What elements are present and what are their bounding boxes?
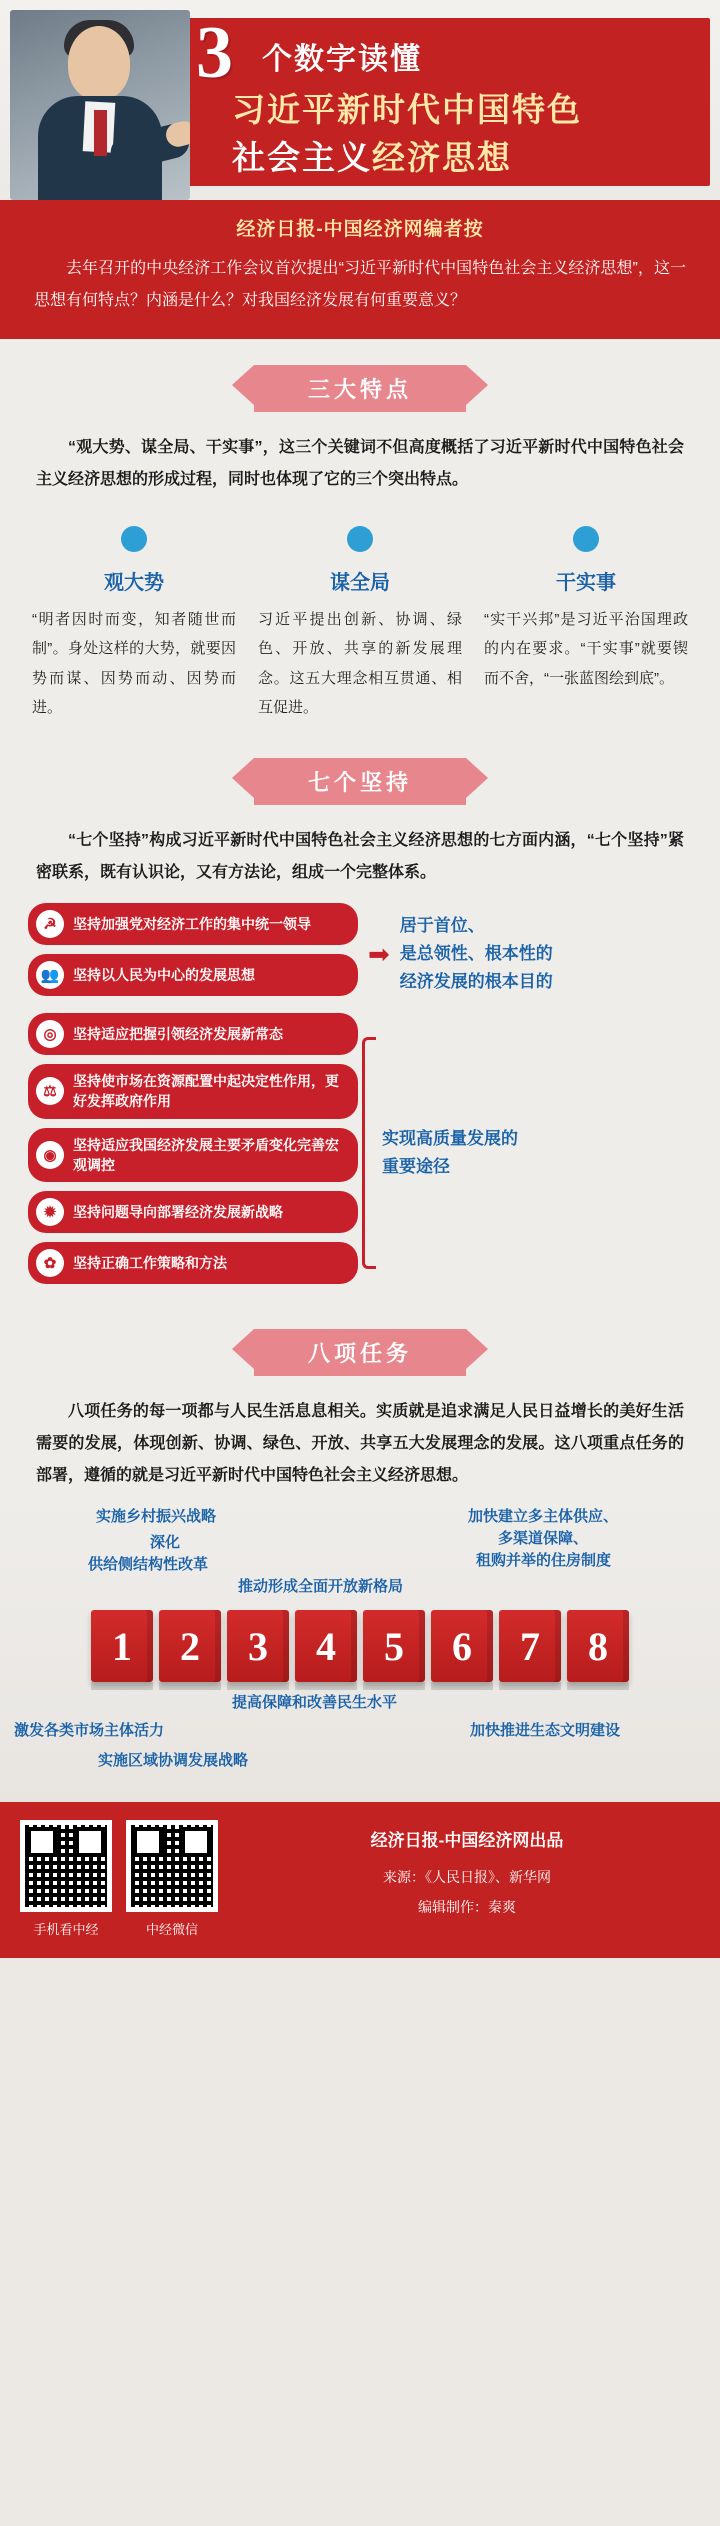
footer bbox=[0, 1802, 720, 1958]
seven-group-bottom-pills bbox=[28, 1013, 358, 1293]
bullet-dot-icon bbox=[347, 526, 373, 552]
section-3-banner-wrap bbox=[0, 1303, 720, 1382]
strategy-icon: ✹ bbox=[36, 1198, 64, 1226]
header-line-3 bbox=[232, 132, 512, 179]
insistence-7-text: 坚持正确工作策略和方法 bbox=[73, 1255, 227, 1272]
insistence-2-text: 坚持以人民为中心的发展思想 bbox=[73, 966, 255, 983]
list-item bbox=[28, 1013, 358, 1055]
arrow-right-icon: ➡ bbox=[368, 939, 390, 969]
insistence-pill-7 bbox=[28, 1242, 358, 1284]
task-label-livelihood: 提高保障和改善民生水平 bbox=[232, 1694, 398, 1712]
qr-wechat-caption: 中经微信 bbox=[145, 1922, 198, 1938]
qr-wechat[interactable] bbox=[126, 1820, 218, 1912]
footer-text-block bbox=[234, 1820, 700, 1927]
section-1-banner-wrap bbox=[0, 339, 720, 418]
insistence-4-text: 坚持使市场在资源配置中起决定性作用，更好发挥政府作用 bbox=[73, 1073, 339, 1110]
list-item bbox=[28, 1242, 358, 1284]
task-label-market: 激发各类市场主体活力 bbox=[14, 1722, 165, 1740]
footer-source: 来源：《人民日报》、新华网 bbox=[383, 1869, 551, 1886]
header-banner bbox=[0, 0, 720, 200]
insistence-pill-3 bbox=[28, 1013, 358, 1055]
balance-icon: ⚖ bbox=[36, 1077, 64, 1105]
qr-mobile-item bbox=[20, 1820, 112, 1938]
task-label-supply-2: 供给侧结构性改革 bbox=[88, 1556, 209, 1574]
insistence-3-text: 坚持适应把握引领经济发展新常态 bbox=[73, 1025, 283, 1042]
qr-code-icon bbox=[25, 1825, 107, 1907]
section-1-intro: “观大势、谋全局、干实事”，这三个关键词不但高度概括了习近平新时代中国特色社会主义经济思想的形成过程，同时也体现了它的三个突出特点。 bbox=[36, 439, 684, 488]
qr-wechat-item bbox=[126, 1820, 218, 1938]
task-label-housing-1: 加快建立多主体供应、 bbox=[468, 1508, 619, 1526]
party-emblem-icon: ☭ bbox=[36, 910, 64, 938]
insistence-pill-5 bbox=[28, 1128, 358, 1183]
feature-column-3 bbox=[478, 526, 694, 722]
task-label-housing-3: 租购并举的住房制度 bbox=[476, 1552, 612, 1570]
insistence-5-text: 坚持适应我国经济发展主要矛盾变化完善宏观调控 bbox=[73, 1136, 339, 1173]
gear-icon: ✿ bbox=[36, 1249, 64, 1277]
eight-tasks-labels-bottom bbox=[0, 1692, 720, 1778]
feature-2-title: 谋全局 bbox=[330, 572, 390, 594]
list-item bbox=[28, 1191, 358, 1233]
editor-note-body: 去年召开的中央经济工作会议首次提出“习近平新时代中国特色社会主义经济思想”，这一思想有何特点？内涵是什么？对我国经济发展有何重要意义？ bbox=[34, 260, 686, 309]
section-2-banner: 七个坚持 bbox=[254, 758, 466, 805]
feature-3-title: 干实事 bbox=[556, 572, 616, 594]
editor-note-title: 经济日报-中国经济网编者按 bbox=[236, 219, 484, 240]
seven-note-bottom-line-1: 实现高质量发展的 bbox=[382, 1129, 518, 1149]
portrait-photo bbox=[10, 10, 190, 200]
insistence-pill-1 bbox=[28, 903, 358, 945]
task-cube-3: 3 bbox=[227, 1610, 289, 1682]
task-label-rural: 实施乡村振兴战略 bbox=[96, 1508, 217, 1526]
feature-3-body: “实干兴邦”是习近平治国理政的内在要求。“干实事”就要锲而不舍，“一张蓝图绘到底”。 bbox=[484, 611, 688, 687]
insistence-pill-4 bbox=[28, 1064, 358, 1119]
eight-tasks-area bbox=[0, 1496, 720, 1802]
task-label-region: 实施区域协调发展战略 bbox=[98, 1752, 249, 1770]
insistence-1-text: 坚持加强党对经济工作的集中统一领导 bbox=[73, 915, 311, 932]
bullet-dot-icon bbox=[573, 526, 599, 552]
task-label-opening: 推动形成全面开放新格局 bbox=[238, 1578, 404, 1596]
feature-1-title: 观大势 bbox=[104, 572, 164, 594]
compass-icon: ◎ bbox=[36, 1020, 64, 1048]
insistence-6-text: 坚持问题导向部署经济发展新战略 bbox=[73, 1204, 283, 1221]
task-cube-1: 1 bbox=[91, 1610, 153, 1682]
header-big-number: 3 bbox=[196, 12, 233, 94]
people-icon: 👥 bbox=[36, 961, 64, 989]
seven-note-top-line-2: 是总领性、根本性的 bbox=[399, 943, 553, 963]
section-3-banner: 八项任务 bbox=[254, 1329, 466, 1376]
list-item bbox=[28, 903, 358, 945]
eight-tasks-labels-top bbox=[0, 1506, 720, 1602]
seven-note-top-line-1: 居于首位、 bbox=[399, 915, 485, 935]
footer-title: 经济日报-中国经济网出品 bbox=[370, 1831, 564, 1851]
seven-insistences-list bbox=[0, 893, 720, 1303]
header-line-1: 个数字读懂 bbox=[262, 43, 422, 76]
portrait-head bbox=[68, 26, 130, 100]
qr-code-group bbox=[20, 1820, 218, 1938]
portrait-tie bbox=[94, 110, 107, 156]
group-brace bbox=[362, 1037, 376, 1269]
task-cube-7: 7 bbox=[499, 1610, 561, 1682]
task-number-cubes bbox=[0, 1610, 720, 1682]
seven-group-top-pills bbox=[28, 903, 358, 1005]
task-cube-2: 2 bbox=[159, 1610, 221, 1682]
task-cube-4: 4 bbox=[295, 1610, 357, 1682]
section-3-intro: 八项任务的每一项都与人民生活息息相关。实质就是追求满足人民日益增长的美好生活需要的发展，体现创新、协调、绿色、开放、共享五大发展理念的发展。这八项重点任务的部署，遵循的就是习近平新时代中国特色社会主义经济思想。 bbox=[36, 1403, 684, 1485]
bullet-dot-icon bbox=[121, 526, 147, 552]
list-item bbox=[28, 1064, 358, 1119]
qr-code-icon bbox=[131, 1825, 213, 1907]
qr-mobile-caption: 手机看中经 bbox=[33, 1922, 99, 1938]
list-item bbox=[28, 954, 358, 996]
editor-note bbox=[0, 200, 720, 339]
task-label-supply-1: 深化 bbox=[150, 1534, 181, 1552]
seven-note-bottom-line-2: 重要途径 bbox=[382, 1157, 450, 1177]
section-2-intro: “七个坚持”构成习近平新时代中国特色社会主义经济思想的七方面内涵，“七个坚持”紧密联系，既有认识论，又有方法论，组成一个完整体系。 bbox=[36, 832, 684, 881]
seven-note-top bbox=[400, 912, 553, 996]
header-line-3-part-b: 经济思想 bbox=[372, 139, 512, 176]
task-cube-8: 8 bbox=[567, 1610, 629, 1682]
target-icon: ◉ bbox=[36, 1141, 64, 1169]
section-2-banner-wrap bbox=[0, 732, 720, 811]
task-label-ecology: 加快推进生态文明建设 bbox=[470, 1722, 621, 1740]
list-item bbox=[28, 1128, 358, 1183]
feature-2-body: 习近平提出创新、协调、绿色、开放、共享的新发展理念。这五大理念相互贯通、相互促进。 bbox=[258, 611, 462, 716]
insistence-pill-6 bbox=[28, 1191, 358, 1233]
section-1-banner: 三大特点 bbox=[254, 365, 466, 412]
task-label-housing-2: 多渠道保障、 bbox=[498, 1530, 589, 1548]
task-cube-5: 5 bbox=[363, 1610, 425, 1682]
qr-mobile[interactable] bbox=[20, 1820, 112, 1912]
footer-credit: 编辑制作：秦爽 bbox=[418, 1899, 516, 1916]
seven-group-bottom bbox=[28, 1013, 692, 1293]
seven-note-top-line-3: 经济发展的根本目的 bbox=[399, 972, 553, 992]
feature-1-body: “明者因时而变，知者随世而制”。身处这样的大势，就要因势而谋、因势而动、因势而进。 bbox=[32, 611, 236, 716]
feature-column-2 bbox=[252, 526, 468, 722]
header-line-2: 习近平新时代中国特色 bbox=[232, 91, 582, 128]
three-features-row bbox=[0, 500, 720, 732]
insistence-pill-2 bbox=[28, 954, 358, 996]
seven-note-bottom bbox=[382, 1125, 518, 1181]
feature-column-1 bbox=[26, 526, 242, 722]
seven-group-top bbox=[28, 903, 692, 1005]
header-line-3-part-a: 社会主义 bbox=[232, 139, 372, 176]
task-cube-6: 6 bbox=[431, 1610, 493, 1682]
